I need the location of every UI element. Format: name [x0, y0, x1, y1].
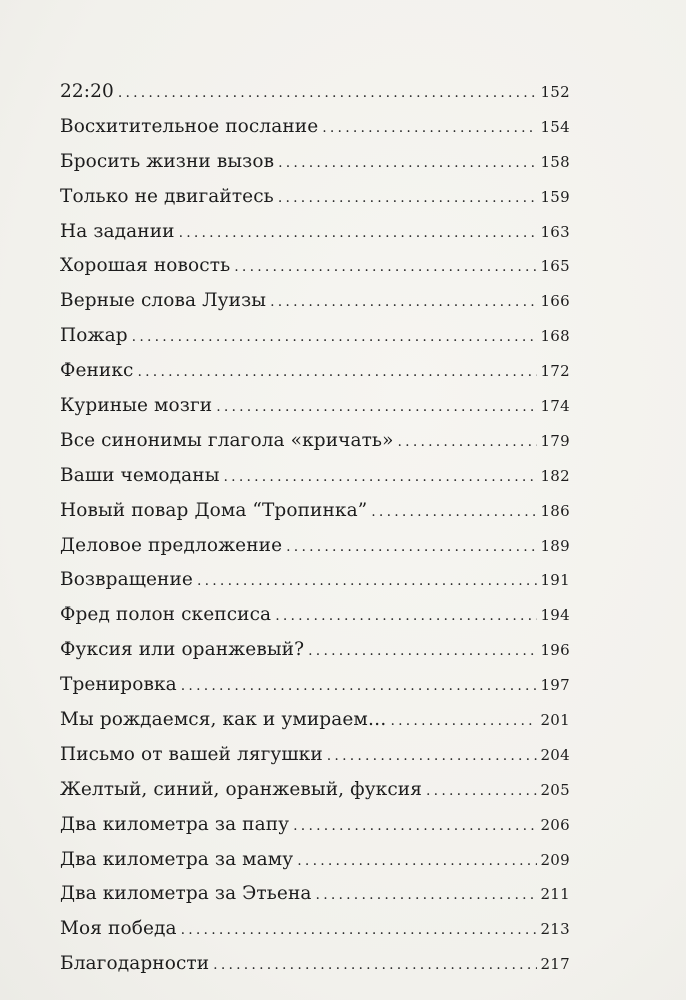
toc-entry	[60, 535, 570, 570]
toc-entry-page-number: 174	[540, 397, 570, 416]
dot-leader	[390, 713, 537, 729]
dot-leader	[316, 887, 538, 903]
toc-entry-title: Фред полон скепсиса	[60, 604, 272, 626]
toc-entry	[60, 744, 570, 779]
toc-entry-page-number: 201	[540, 711, 570, 730]
toc-entry-page-number: 197	[540, 676, 570, 695]
toc-entry-title: Верные слова Луизы	[60, 290, 267, 312]
toc-entry-title: Бросить жизни вызов	[60, 150, 275, 172]
dot-leader	[371, 504, 537, 520]
dot-leader	[179, 225, 538, 241]
toc-entry	[60, 953, 570, 988]
toc-entry	[60, 430, 570, 465]
toc-entry-page-number: 154	[540, 117, 570, 136]
dot-leader	[297, 853, 537, 869]
toc-entry-page-number: 217	[540, 955, 570, 974]
toc-entry	[60, 221, 570, 256]
dot-leader	[213, 957, 537, 973]
toc-entry-title: Два километра за Этьена	[60, 883, 312, 905]
toc-entry-title: Два километра за маму	[60, 848, 294, 870]
dot-leader	[278, 190, 538, 206]
toc-entry	[60, 569, 570, 604]
toc-entry-page-number: 152	[540, 83, 570, 101]
toc-entry-page-number: 213	[540, 920, 570, 939]
toc-entry	[60, 325, 570, 360]
toc-entry	[60, 814, 570, 849]
toc-entry-title: Деловое предложение	[60, 534, 283, 556]
dot-leader	[398, 434, 538, 450]
toc-entry-title: Тренировка	[60, 674, 177, 696]
toc-entry	[60, 186, 570, 221]
toc-entry	[60, 709, 570, 744]
toc-entry-page-number: 206	[540, 815, 570, 834]
toc-entry-title: Только не двигайтесь	[60, 185, 274, 207]
toc-entry	[60, 255, 570, 290]
dot-leader	[132, 329, 538, 345]
toc-entry	[60, 849, 570, 884]
toc-entry-title: Письмо от вашей лягушки	[60, 743, 323, 765]
toc-entry-page-number: 186	[540, 501, 570, 520]
toc-entry	[60, 674, 570, 709]
toc-entry	[60, 360, 570, 395]
dot-leader	[270, 294, 537, 310]
dot-leader	[197, 573, 538, 589]
toc-entry	[60, 883, 570, 918]
toc-entry-page-number: 204	[540, 745, 570, 764]
toc-entry-page-number: 182	[540, 466, 570, 485]
toc-entry-page-number: 179	[540, 431, 570, 450]
toc-entry-title: На задании	[60, 220, 175, 242]
toc-entry-page-number: 166	[540, 292, 570, 311]
toc-entry-page-number: 189	[540, 536, 570, 555]
toc-entry-title: Возвращение	[60, 569, 193, 591]
toc-entry	[60, 465, 570, 500]
toc-entry	[60, 500, 570, 535]
toc-entry	[60, 81, 570, 116]
dot-leader	[286, 539, 537, 555]
toc-entry	[60, 918, 570, 953]
toc-entry-title: Моя победа	[60, 918, 177, 940]
toc-entry-title: 22:20	[60, 81, 114, 102]
toc-entry-page-number: 165	[540, 257, 570, 276]
toc-entry-page-number: 205	[540, 780, 570, 799]
toc-entry-title: Благодарности	[60, 953, 210, 975]
toc-entry-title: Новый повар Дома “Тропинка”	[60, 499, 368, 521]
toc-entry-page-number: 168	[540, 327, 570, 346]
dot-leader	[181, 922, 538, 938]
dot-leader	[426, 783, 537, 799]
toc-entry	[60, 116, 570, 151]
toc-entry	[60, 604, 570, 639]
toc-entry	[60, 395, 570, 430]
toc-entry-title: Хорошая новость	[60, 255, 231, 277]
toc-entry-page-number: 163	[540, 222, 570, 241]
dot-leader	[181, 678, 538, 694]
toc-entry-page-number: 158	[540, 152, 570, 171]
toc-entry-title: Два километра за папу	[60, 813, 290, 835]
toc-entry	[60, 639, 570, 674]
toc-entry-page-number: 172	[540, 362, 570, 381]
dot-leader	[322, 120, 537, 136]
toc-entry-title: Феникс	[60, 360, 134, 382]
toc-entry-title: Желтый, синий, оранжевый, фуксия	[60, 778, 423, 800]
toc-entry-title: Ваши чемоданы	[60, 464, 220, 486]
toc-entry-page-number: 196	[540, 641, 570, 660]
toc-entry-page-number: 211	[540, 885, 570, 904]
dot-leader	[327, 748, 538, 764]
dot-leader	[308, 643, 537, 659]
toc-entry	[60, 779, 570, 814]
toc-entry-page-number: 209	[540, 850, 570, 869]
toc-entry-page-number: 191	[540, 571, 570, 590]
dot-leader	[275, 608, 537, 624]
toc-entry-title: Все синонимы глагола «кричать»	[60, 429, 394, 451]
toc-entry	[60, 151, 570, 186]
dot-leader	[293, 818, 537, 834]
toc-entry-title: Мы рождаемся, как и умираем…	[60, 709, 387, 731]
toc-entry-title: Восхитительное послание	[60, 115, 319, 137]
toc-entry	[60, 290, 570, 325]
dot-leader	[278, 155, 537, 171]
dot-leader	[138, 364, 538, 380]
table-of-contents	[60, 81, 570, 988]
dot-leader	[234, 259, 537, 275]
dot-leader	[216, 399, 537, 415]
toc-entry-page-number: 159	[540, 187, 570, 206]
toc-entry-page-number: 194	[540, 606, 570, 625]
toc-entry-title: Куриные мозги	[60, 395, 213, 417]
dot-leader	[224, 469, 538, 485]
toc-entry-title: Пожар	[60, 325, 128, 347]
dot-leader	[118, 85, 538, 101]
toc-entry-title: Фуксия или оранжевый?	[60, 639, 305, 661]
